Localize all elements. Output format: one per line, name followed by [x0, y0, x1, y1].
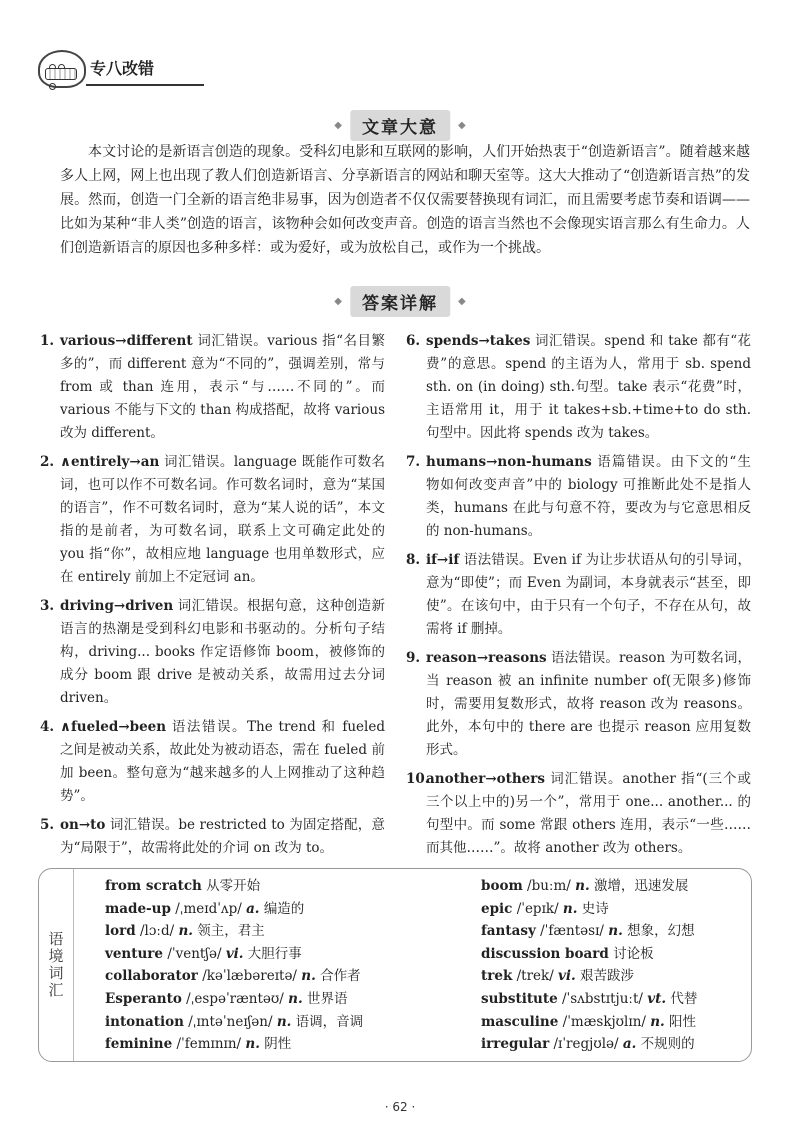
- summary-title: 文章大意: [350, 110, 450, 141]
- answer-item: [40, 716, 385, 808]
- answer-number: 1.: [40, 333, 55, 349]
- vocab-definition: 编造的: [263, 900, 305, 917]
- answer-explanation: 语法错误。Even if 为让步状语从句的引导词，意为“即使”；而 Even 为副词，本身就表示“甚至，即使”。在该句中，由于只有一个句子，不存在从句，故需将 if 删掉。: [426, 552, 751, 637]
- answer-explanation: 词汇错误。various 指“名目繁多的”，而 different 意为“不同的”，强调差别，常与 from 或 than 连用，表示“与……不同的”。而 various 不能与下文的 than 构成搭配，故将 various 改为 different。: [60, 333, 385, 441]
- vocabulary-right-column: [481, 875, 741, 1056]
- answer-correction: various→different: [60, 333, 193, 349]
- answer-number: 10.: [406, 771, 430, 787]
- vocabulary-entry: [105, 1011, 465, 1034]
- vocab-word: masculine: [481, 1013, 559, 1030]
- vocab-phonetic: /ˈepɪk/: [516, 900, 559, 917]
- vocab-part-of-speech: n.: [276, 1013, 292, 1030]
- vocabulary-entry: [105, 898, 465, 921]
- answer-number: 7.: [406, 454, 421, 470]
- vocab-phonetic: /ˈventʃə/: [167, 945, 222, 962]
- answer-correction: humans→non-humans: [426, 454, 592, 470]
- summary-paragraph: 本文讨论的是新语言创造的现象。受科幻电影和互联网的影响，人们开始热衷于“创造新语言”。随着越来越多人上网，网上也出现了教人们创造新语言、分享新语言的网站和聊天室等。这大大推动了“创造新语言热”的发展。然而，创造一门全新的语言绝非易事，因为创造者不仅仅需要替换现有词汇，而且需要考虑节奏和语调——比如为某种“非人类”创造的语言，该物种会如何改变声音。创造的语言当然也不会像现实语言那么有生命力。人们创造新语言的原因也多种多样：或为爱好，或为放松自己，或作为一个挑战。: [60, 144, 750, 256]
- answer-item: [406, 451, 751, 543]
- vocab-definition: 阴性: [264, 1036, 292, 1053]
- answer-explanation: 语篇错误。由下文的“生物如何改变声音”中的 biology 可推断此处不是指人类，humans 在此与句意不符，要改为与它意思相反的 non-humans。: [426, 454, 751, 539]
- diamond-icon: ◆: [334, 120, 342, 131]
- vocab-definition: 阳性: [669, 1013, 697, 1030]
- vocabulary-entry: [105, 943, 465, 966]
- vocab-part-of-speech: n.: [562, 900, 578, 917]
- answers-right-column: [406, 330, 751, 866]
- vocab-phonetic: /lɔːd/: [139, 923, 175, 940]
- vocab-word: intonation: [105, 1013, 184, 1030]
- vocab-phonetic: /ˈsʌbstɪtjuːt/: [562, 990, 643, 1007]
- vocab-word: trek: [481, 968, 513, 985]
- vocab-word: from scratch: [105, 878, 202, 894]
- vocabulary-left-column: [105, 875, 465, 1056]
- answer-correction: if→if: [426, 552, 460, 568]
- answer-explanation: 语法错误。reason 为可数名词，当 reason 被 an infinite number of(无限多)修饰时，需要用复数形式，故将 reason 改为 reasons。此外，本句中的 there are 也提示 reason 应用复数形式。: [426, 650, 751, 758]
- book-logo-icon: [38, 50, 86, 88]
- vocab-definition: 领主，君主: [197, 923, 265, 940]
- answer-item: [406, 549, 751, 641]
- vocab-word: boom: [481, 878, 523, 894]
- answer-correction: reason→reasons: [426, 650, 547, 666]
- vocab-phonetic: /kəˈlæbəreɪtə/: [202, 968, 297, 985]
- page-number: · 62 ·: [384, 1100, 416, 1114]
- vocab-word: discussion board: [481, 945, 609, 962]
- answer-item: [406, 647, 751, 762]
- header-underline: [86, 80, 204, 86]
- vocab-part-of-speech: n.: [288, 990, 303, 1007]
- answer-number: 6.: [406, 333, 421, 349]
- answer-number: 9.: [406, 650, 421, 666]
- vocabulary-entry: [105, 875, 465, 898]
- vocab-phonetic: /ˌɪntəˈneɪʃən/: [188, 1013, 273, 1030]
- section-label: 专八改错: [90, 59, 155, 78]
- summary-title-bar: [334, 110, 465, 141]
- answer-item: [40, 595, 385, 710]
- vocab-word: fantasy: [481, 923, 536, 940]
- vocab-word: irregular: [481, 1036, 550, 1053]
- answer-correction: spends→takes: [426, 333, 531, 349]
- vocab-part-of-speech: n.: [178, 923, 193, 940]
- vocab-part-of-speech: n.: [301, 968, 316, 985]
- vocab-part-of-speech: vi.: [225, 945, 244, 962]
- answer-correction: on→to: [60, 817, 106, 833]
- vocab-part-of-speech: a.: [622, 1036, 637, 1053]
- answer-explanation: 语法错误。The trend 和 fueled 之间是被动关系，故此处为被动语态，需在 fueled 前加 been。整句意为“越来越多的人上网推动了这种趋势”。: [60, 719, 385, 804]
- vocab-definition: 想象，幻想: [627, 923, 695, 940]
- answer-item: [40, 451, 385, 589]
- vocab-definition: 讨论板: [613, 945, 654, 962]
- vocab-definition: 大胆行事: [247, 945, 302, 962]
- vocabulary-box: [38, 868, 752, 1062]
- answer-number: 8.: [406, 552, 421, 568]
- answer-number: 4.: [40, 719, 55, 735]
- vocab-phonetic: /ˌmeɪdˈʌp/: [175, 900, 242, 917]
- vocabulary-entry: [481, 1011, 741, 1034]
- vocabulary-entry: [481, 965, 741, 988]
- answer-number: 5.: [40, 817, 55, 833]
- answer-explanation: 词汇错误。根据句意，这种创造新语言的热潮是受到科幻电影和书驱动的。分析句子结构，driving... books 作定语修饰 boom，被修饰的成分 boom 跟 drive 是被动关系，故需用过去分词 driven。: [60, 598, 385, 706]
- answer-correction: another→others: [426, 771, 545, 787]
- vocab-definition: 史诗: [581, 900, 609, 917]
- vocab-part-of-speech: n.: [650, 1013, 665, 1030]
- vocab-word: lord: [105, 923, 136, 940]
- vocabulary-entry: [105, 988, 465, 1011]
- vocab-phonetic: /ˈfæntəsɪ/: [540, 923, 604, 940]
- vocab-part-of-speech: vi.: [558, 968, 576, 985]
- answer-item: [40, 330, 385, 445]
- vocabulary-entry: [105, 965, 465, 988]
- vocabulary-entry: [481, 875, 741, 898]
- vocab-phonetic: /trek/: [516, 968, 554, 985]
- answers-title-bar: [334, 286, 465, 317]
- vocabulary-entry: [481, 1033, 741, 1056]
- vocab-definition: 代替: [670, 990, 698, 1007]
- vocab-word: Esperanto: [105, 990, 182, 1007]
- vocab-word: collaborator: [105, 968, 198, 985]
- vocab-definition: 激增，迅速发展: [593, 878, 689, 894]
- vocab-definition: 合作者: [320, 968, 361, 985]
- vocab-part-of-speech: n.: [245, 1036, 260, 1053]
- vocab-word: substitute: [481, 990, 558, 1007]
- vocab-word: venture: [105, 945, 164, 962]
- vocab-phonetic: /buːm/: [527, 878, 571, 894]
- vocab-definition: 从零开始: [206, 878, 261, 894]
- answer-item: [406, 768, 751, 860]
- answers-title: 答案详解: [350, 286, 450, 317]
- vocab-phonetic: /ˈfemɪnɪn/: [176, 1036, 242, 1053]
- answer-item: [40, 814, 385, 860]
- vocabulary-tab: [39, 869, 74, 1061]
- answer-number: 2.: [40, 454, 55, 470]
- vocabulary-tab-label: 语境词汇: [46, 931, 65, 999]
- vocab-phonetic: /ɪˈregjʊlə/: [553, 1036, 619, 1053]
- vocabulary-entry: [481, 898, 741, 921]
- vocabulary-entry: [105, 1033, 465, 1056]
- vocab-part-of-speech: n.: [575, 878, 590, 894]
- vocab-part-of-speech: vt.: [647, 990, 667, 1007]
- vocab-word: epic: [481, 900, 513, 917]
- answer-correction: ∧fueled→been: [60, 719, 167, 735]
- vocab-phonetic: /ˈmæskjʊlɪn/: [562, 1013, 646, 1030]
- diamond-icon: ◆: [334, 296, 342, 307]
- vocab-part-of-speech: a.: [246, 900, 260, 917]
- answer-explanation: 词汇错误。spend 和 take 都有“花费”的意思。spend 的主语为人，常用于 sb. spend sth. on (in doing) sth.句型。take 表示“花费”时，主语常用 it，用于 it takes+sb.+time+to do sth.句型中。因此将 spends 改为 takes。: [426, 333, 751, 441]
- answer-number: 3.: [40, 598, 55, 614]
- answer-explanation: 词汇错误。another 指“(三个或三个以上中的)另一个”，常用于 one... another... 的句型中。而 some 常跟 others 连用，表示“一些……而其他……”。故将 another 改为 others。: [426, 771, 751, 856]
- vocab-part-of-speech: n.: [608, 923, 623, 940]
- vocab-definition: 不规则的: [640, 1036, 695, 1053]
- vocab-definition: 世界语: [306, 990, 348, 1007]
- vocabulary-entry: [481, 920, 741, 943]
- answers-left-column: [40, 330, 385, 866]
- vocab-word: made-up: [105, 900, 171, 917]
- vocab-definition: 艰苦跋涉: [580, 968, 635, 985]
- vocab-phonetic: /ˌespəˈræntəʊ/: [186, 990, 284, 1007]
- answer-correction: ∧entirely→an: [60, 454, 160, 470]
- answer-explanation: 词汇错误。be restricted to 为固定搭配，意为“局限于”，故需将此处的介词 on 改为 to。: [60, 817, 385, 856]
- answer-correction: driving→driven: [60, 598, 174, 614]
- answer-explanation: 词汇错误。language 既能作可数名词，也可以作不可数名词。作可数名词时，意为“某国的语言”，作不可数名词时，意为“某人说的话”，本文指的是前者，为可数名词，联系上文可确定此处的 you 指“你”，故相应地 language 也用单数形式，应在 entirely 前加上不定冠词 an。: [60, 454, 385, 585]
- diamond-icon: ◆: [458, 296, 466, 307]
- vocabulary-entry: [481, 988, 741, 1011]
- vocabulary-entry: [105, 920, 465, 943]
- vocab-definition: 语调，音调: [295, 1013, 364, 1030]
- diamond-icon: ◆: [458, 120, 466, 131]
- section-header: [38, 48, 178, 88]
- answer-item: [406, 330, 751, 445]
- vocabulary-entry: [481, 943, 741, 966]
- vocab-word: feminine: [105, 1036, 173, 1053]
